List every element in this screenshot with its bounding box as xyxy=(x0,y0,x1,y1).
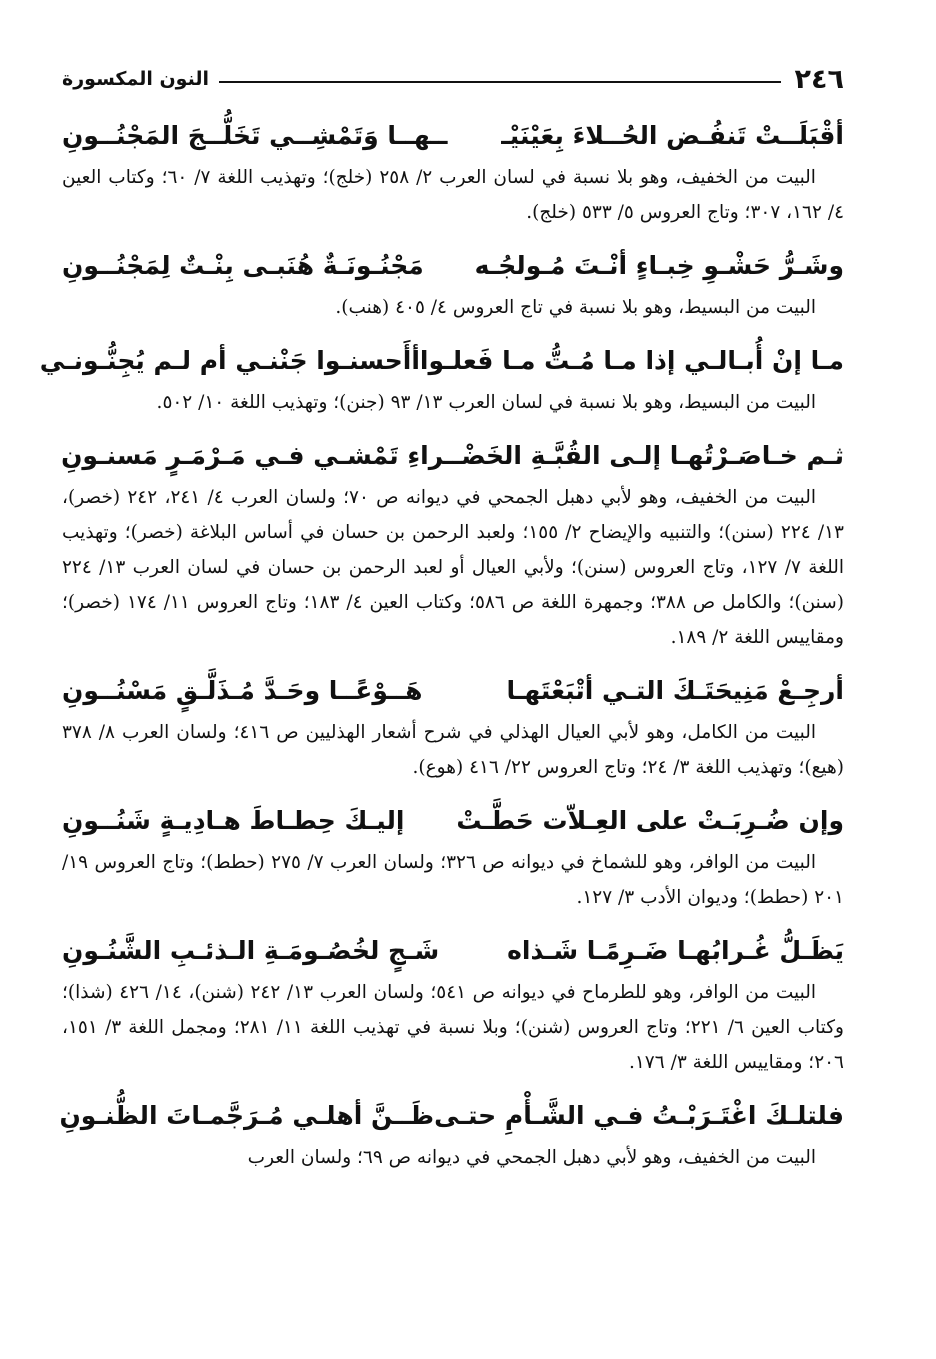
verse-note: البيت من البسيط، وهو بلا نسبة في تاج العروس ٤/ ٤٠٥ (هنب). xyxy=(335,297,816,318)
verse-note: البيت من الكامل، وهو لأبي العيال الهذلي في شرح أشعار الهذليين ص ٤١٦؛ ولسان العرب ٨/ ٣٧٨ (هيع)؛ وتهذيب اللغة ٣/ ٢٤؛ وتاج العروس ٢٢/ ٤١٦ (هوع). xyxy=(62,722,844,778)
verse-second-hemistich: ـراءِ تَمْشـي فـي مَـرْمَـرٍ مَسنـونِ xyxy=(61,441,453,470)
verse-entry xyxy=(62,667,844,785)
verse-first-hemistich: وإن ضُـرِبَـتْ على العِـلاّت حَطَّـتْ xyxy=(456,806,844,835)
verse-first-hemistich: أقْبَلَــتْ تَنفُـض الحُــلاءَ بِعَيْنَيْـ xyxy=(501,121,844,150)
page-number: ٢٤٦ xyxy=(794,63,844,95)
verse-first-hemistich: مـا إنْ أُبـالـي إذا مـا مُـتُّ مـا فَعلـوا xyxy=(419,346,844,375)
verse-entry xyxy=(62,432,844,655)
verse-entry xyxy=(59,1092,844,1175)
verse-first-hemistich: فلتلـكَ اغْتَـرَبْـتُ فـي الشَّـأْمِ حتـى xyxy=(434,1101,844,1130)
verse-entry xyxy=(62,797,844,915)
verse-second-hemistich: شَـجٍ لخُصُـومَـةِ الـذئـبِ الشَّنُـونِ xyxy=(62,936,440,965)
verse-line xyxy=(62,667,844,715)
verse-line xyxy=(62,432,844,480)
verse-entry xyxy=(62,927,844,1080)
verse-second-hemistich: مَجْنُـونَـةٌ هُنَبـى بِنْـتٌ لِمَجْنُــونِ xyxy=(62,251,424,280)
verse-first-hemistich: يَظَـلُّ غُـرابُهـا ضَـرِمًـا شَـذاه xyxy=(507,936,844,965)
verse-line xyxy=(62,927,844,975)
verse-line xyxy=(39,337,844,385)
verse-second-hemistich: أأَحسنـوا جَنْنـي أم لـم يُجِنُّـونـي xyxy=(39,346,420,375)
verse-entry xyxy=(39,337,844,420)
verse-first-hemistich: أرجِـعْ مَنِيحَتَـكَ التـي أتْبَعْتَهـا xyxy=(506,676,844,705)
verse-first-hemistich: وشَـرُّ حَشْـوِ خِبـاءٍ أنْـتَ مُـولجُـه xyxy=(474,251,844,280)
verse-line xyxy=(62,112,844,160)
verse-second-hemistich: إليـكَ حِطـاطَ هـادِيـةٍ شَنُــونِ xyxy=(62,806,405,835)
page-header xyxy=(62,58,844,100)
verse-note: البيت من الخفيف، وهو لأبي دهبل الجمحي في ديوانه ص ٧٠؛ ولسان العرب ٤/ ٢٤١، ٢٤٢ (خصر)، ١٣/ ٢٢٤ (سنن)؛ والتنبيه والإيضاح ٢/ ١٥٥؛ ولعبد الرحمن بن حسان في أساس البلاغة (خصر)؛ وتهذيب اللغة ٧/ ١٢٧، وتاج العروس (سنن)؛ ولأبي العيال أو لعبد الرحمن بن حسان في لسان العرب ١٣/ ٢٢٤ (سنن)؛ والكامل ص ٣٨٨؛ وجمهرة اللغة ص ٥٨٦؛ وكتاب العين ٤/ ١٨٣؛ وتاج العروس ١١/ ١٧٤ (خصر)؛ ومقاييس اللغة ٢/ ١٨٩. xyxy=(62,487,844,648)
verse-note: البيت من البسيط، وهو بلا نسبة في لسان العرب ١٣/ ٩٣ (جنن)؛ وتهذيب اللغة ١٠/ ٥٠٢. xyxy=(156,392,816,413)
verse-note: البيت من الخفيف، وهو بلا نسبة في لسان العرب ٢/ ٢٥٨ (خلج)؛ وتهذيب اللغة ٧/ ٦٠؛ وكتاب العين ٤/ ١٦٢، ٣٠٧؛ وتاج العروس ٥/ ٥٣٣ (خلج). xyxy=(62,167,844,223)
verse-entry xyxy=(62,112,844,230)
verse-second-hemistich: هَــوْعًــا وحَـدَّ مُـذَلَّـقٍ مَسْنُــونِ xyxy=(62,676,423,705)
verse-first-hemistich: ثـم خـاصَـرْتُهـا إلـى القُبَّـةِ الخَضْـ xyxy=(452,441,844,470)
running-title: النون المكسورة xyxy=(62,68,209,90)
verse-entry xyxy=(62,242,844,325)
verse-note: البيت من الخفيف، وهو لأبي دهبل الجمحي في ديوانه ص ٦٩؛ ولسان العرب xyxy=(247,1147,816,1168)
verse-second-hemistich: ــهــا وَتَمْشِــي تَخَلُّــجَ المَجْنُــونِ xyxy=(62,121,448,150)
verse-second-hemistich: ظَــنَّ أهلـي مُـرَجَّمـاتَ الظُّنـونِ xyxy=(59,1101,435,1130)
verse-line xyxy=(59,1092,844,1140)
verse-note: البيت من الوافر، وهو للطرماح في ديوانه ص ٥٤١؛ ولسان العرب ١٣/ ٢٤٢ (شنن)، ١٤/ ٤٢٦ (شذا)؛ وكتاب العين ٦/ ٢٢١؛ وتاج العروس (شنن)؛ وبلا نسبة في تهذيب اللغة ١١/ ٢٨١؛ ومجمل اللغة ٣/ ١٥١، ٢٠٦؛ ومقاييس اللغة ٣/ ١٧٦. xyxy=(62,982,844,1073)
verse-line xyxy=(62,242,844,290)
verse-note: البيت من الوافر، وهو للشماخ في ديوانه ص ٣٢٦؛ ولسان العرب ٧/ ٢٧٥ (حطط)؛ وتاج العروس ١٩/ ٢٠١ (حطط)؛ وديوان الأدب ٣/ ١٢٧. xyxy=(62,852,844,908)
verse-line xyxy=(62,797,844,845)
header-rule xyxy=(219,81,781,83)
